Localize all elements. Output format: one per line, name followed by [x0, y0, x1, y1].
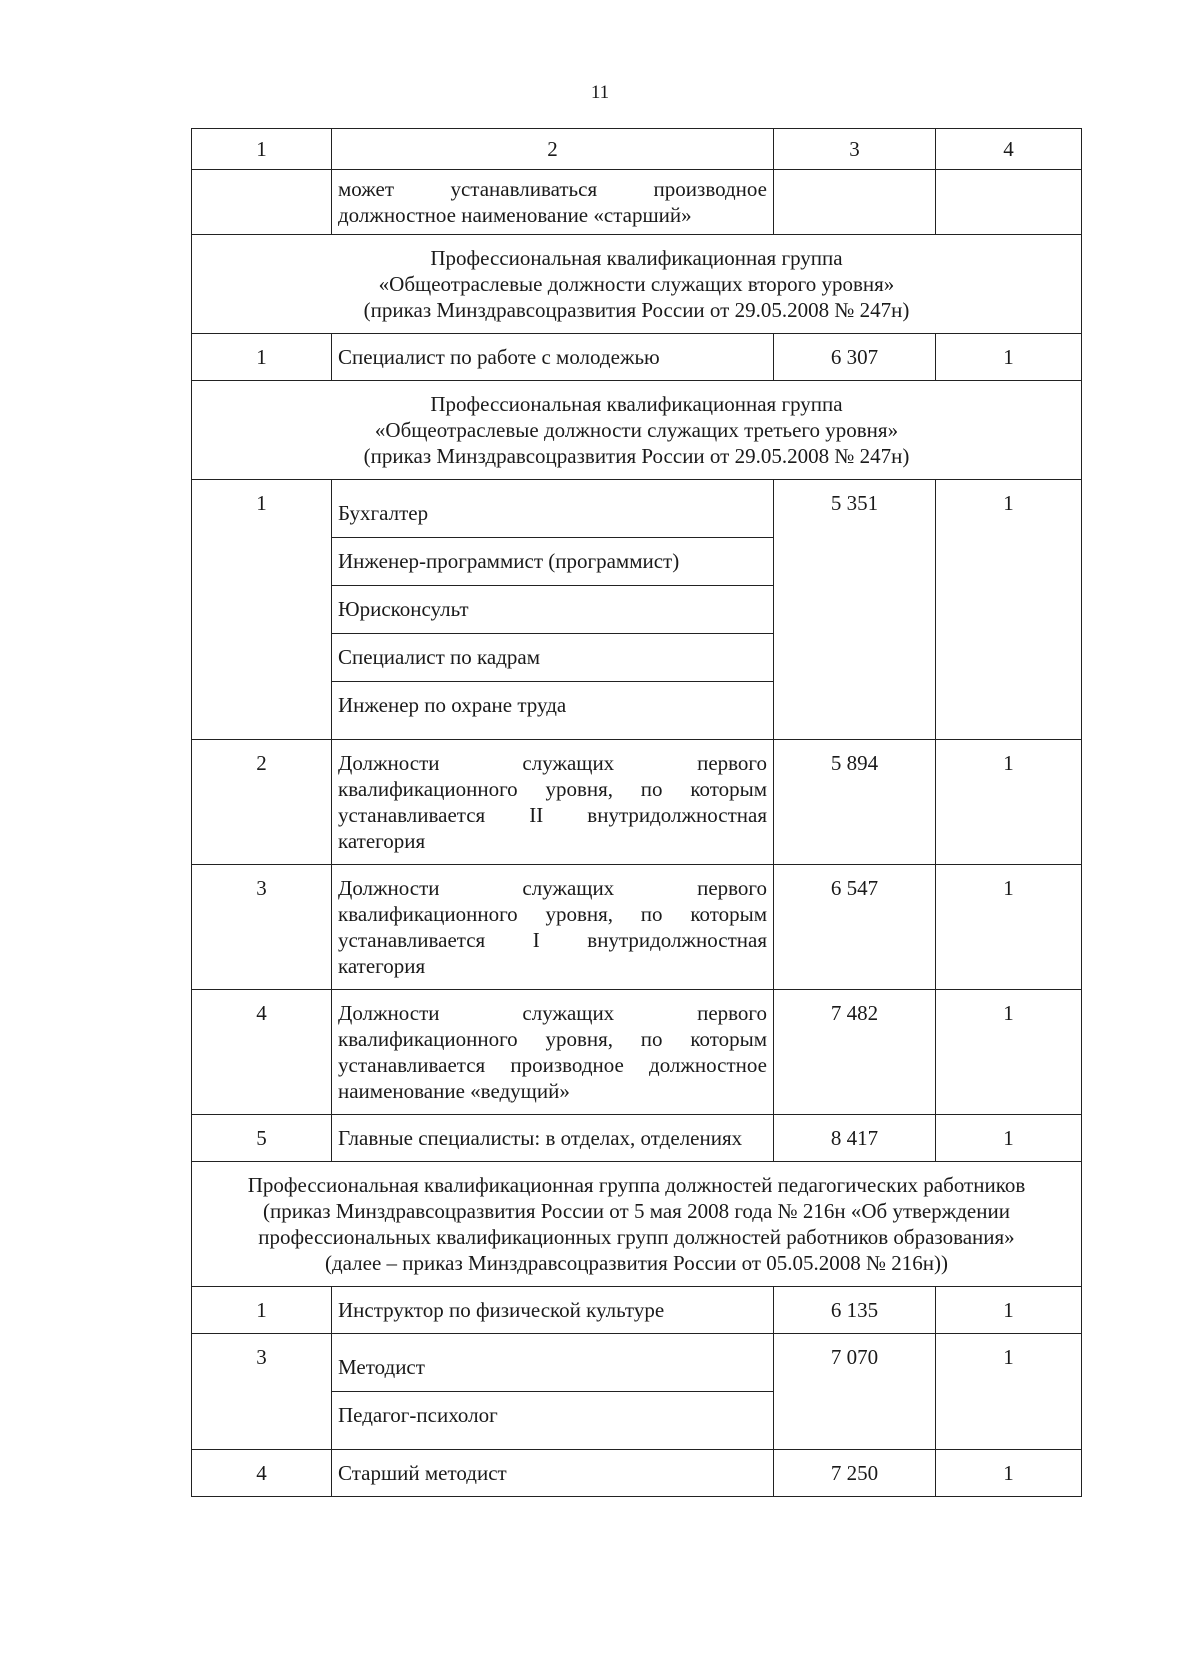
table-row — [192, 1334, 1082, 1450]
coefficient-value: 1 — [936, 1450, 1082, 1497]
table-row — [192, 740, 1082, 865]
group-title — [192, 381, 1082, 480]
group-title-line: «Общеотраслевые должности служащих третьего уровня» — [374, 418, 899, 442]
position-name: Должности служащих первого квалификационного уровня, по которым устанавливается I внутридолжностная категория — [332, 865, 774, 990]
position-name: Специалист по работе с молодежью — [332, 334, 774, 381]
salary-value: 6 307 — [774, 334, 936, 381]
row-number: 4 — [192, 1450, 332, 1497]
position-name: Бухгалтер — [332, 490, 773, 538]
position-name: Инструктор по физической культуре — [332, 1287, 774, 1334]
group-title-line: профессиональных квалификационных групп должностей работников образования» — [258, 1225, 1015, 1249]
coefficient-value: 1 — [936, 1334, 1082, 1450]
position-name: Должности служащих первого квалификационного уровня, по которым устанавливается производное должностное наименование «ведущий» — [332, 990, 774, 1115]
group-title-line: Профессиональная квалификационная группа — [430, 246, 843, 270]
group-title — [192, 235, 1082, 334]
coefficient-value: 1 — [936, 1287, 1082, 1334]
coefficient-value: 1 — [936, 334, 1082, 381]
row-number: 4 — [192, 990, 332, 1115]
position-name: Инженер-программист (программист) — [332, 538, 773, 586]
group-title-line: Профессиональная квалификационная группа — [430, 392, 843, 416]
salary-value: 7 482 — [774, 990, 936, 1115]
row-number: 1 — [192, 334, 332, 381]
page-number: 11 — [590, 82, 610, 103]
position-name: Старший методист — [332, 1450, 774, 1497]
coefficient-value: 1 — [936, 480, 1082, 740]
continuation-coef-cell — [936, 170, 1082, 235]
group-header-row — [192, 235, 1082, 334]
group-title-line: (приказ Минздравсоцразвития России от 29.05.2008 № 247н) — [363, 298, 910, 322]
position-name: Инженер по охране труда — [338, 693, 567, 717]
salary-value: 7 070 — [774, 1334, 936, 1450]
position-name: Главные специалисты: в отделах, отделениях — [332, 1115, 774, 1162]
continuation-num-cell — [192, 170, 332, 235]
row-number: 3 — [192, 865, 332, 990]
table-row — [192, 990, 1082, 1115]
group-title — [192, 1162, 1082, 1287]
coefficient-value: 1 — [936, 1115, 1082, 1162]
group-title-line: (приказ Минздравсоцразвития России от 29.05.2008 № 247н) — [363, 444, 910, 468]
continuation-salary-cell — [774, 170, 936, 235]
row-number: 1 — [192, 480, 332, 740]
table-row — [192, 1450, 1082, 1497]
column-header-row — [192, 129, 1082, 170]
table-row — [192, 334, 1082, 381]
table-row — [192, 865, 1082, 990]
table-row — [192, 480, 1082, 740]
salary-value: 7 250 — [774, 1450, 936, 1497]
salary-value: 5 894 — [774, 740, 936, 865]
column-header: 1 — [192, 129, 332, 170]
coefficient-value: 1 — [936, 865, 1082, 990]
position-name: Педагог-психолог — [338, 1403, 498, 1427]
position-name: Специалист по кадрам — [332, 634, 773, 682]
positions-cell — [332, 480, 774, 740]
group-header-row — [192, 1162, 1082, 1287]
row-number: 3 — [192, 1334, 332, 1450]
row-number: 1 — [192, 1287, 332, 1334]
group-title-line: (далее – приказ Минздравсоцразвития России от 05.05.2008 № 216н)) — [324, 1251, 948, 1275]
table-row — [192, 1115, 1082, 1162]
position-name: Должности служащих первого квалификационного уровня, по которым устанавливается II внутридолжностная категория — [332, 740, 774, 865]
salary-table — [191, 128, 1082, 1497]
row-number: 5 — [192, 1115, 332, 1162]
salary-value: 5 351 — [774, 480, 936, 740]
salary-value: 8 417 — [774, 1115, 936, 1162]
salary-value: 6 547 — [774, 865, 936, 990]
continuation-text: может устанавливаться производное должностное наименование «старший» — [332, 170, 774, 235]
table-row — [192, 1287, 1082, 1334]
column-header: 4 — [936, 129, 1082, 170]
group-title-line: Профессиональная квалификационная группа должностей педагогических работников — [247, 1173, 1026, 1197]
column-header: 3 — [774, 129, 936, 170]
row-number: 2 — [192, 740, 332, 865]
column-header: 2 — [332, 129, 774, 170]
positions-cell — [332, 1334, 774, 1450]
continuation-row — [192, 170, 1082, 235]
position-name: Юрисконсульт — [332, 586, 773, 634]
group-title-line: «Общеотраслевые должности служащих второго уровня» — [378, 272, 895, 296]
position-name: Методист — [332, 1344, 773, 1392]
coefficient-value: 1 — [936, 990, 1082, 1115]
salary-value: 6 135 — [774, 1287, 936, 1334]
group-header-row — [192, 381, 1082, 480]
group-title-line: (приказ Минздравсоцразвития России от 5 мая 2008 года № 216н «Об утверждении — [263, 1199, 1010, 1223]
coefficient-value: 1 — [936, 740, 1082, 865]
